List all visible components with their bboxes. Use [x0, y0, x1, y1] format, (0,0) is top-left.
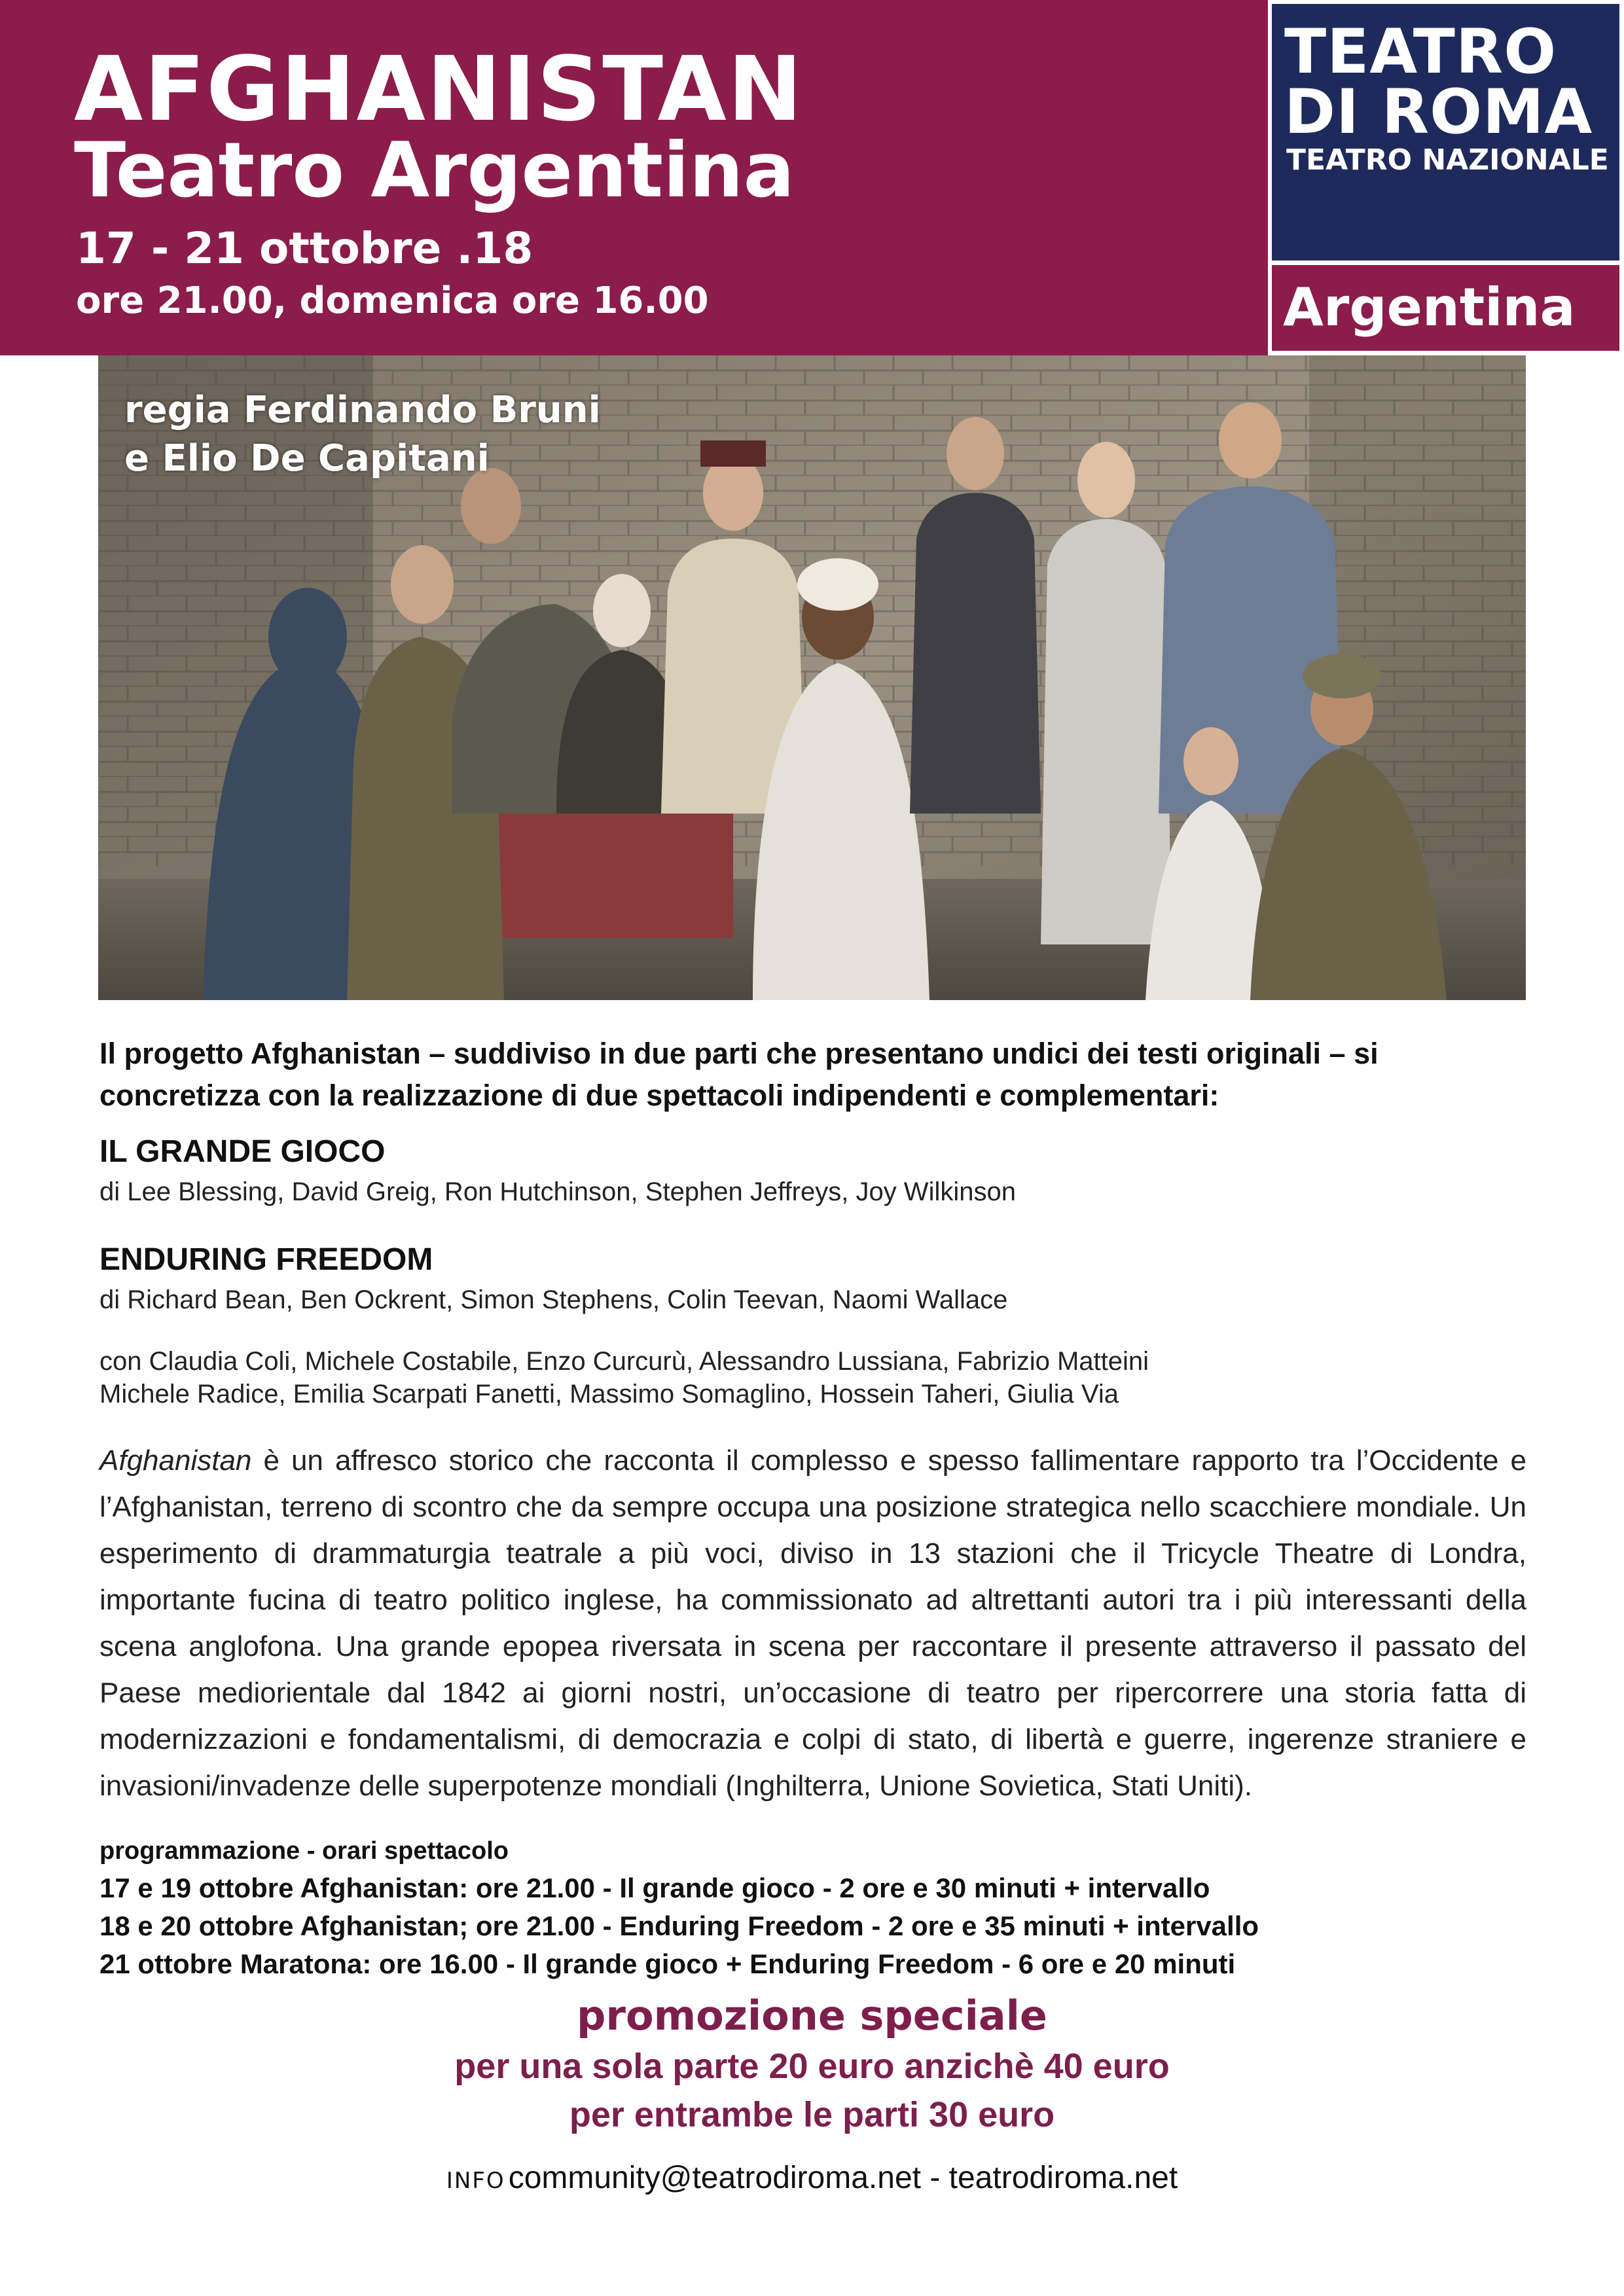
description-text: è un affresco storico che racconta il complesso e spesso fallimentare rapporto tra l’Occidente e l’Afghanistan, terreno di scontro che da sempre occupa una posizione strategica nello scacchiere mondiale. Un esperimento di drammaturgia teatrale a più voci, diviso in 13 stazioni che il Tricycle Theatre di Londra, importante fucina di teatro politico inglese, ha commissionato ad altrettanti autori tra i più interessanti della scena anglofona. Una grande epopea riversata in scena per raccontare il presente attraverso il passato del Paese mediorientale dal 1842 ai giorni nostri, un’occasione di teatro per ripercorrere una storia fatta di modernizzazioni e fondamentalismi, di democrazia e colpi di stato, di libertà e guerre, ingerenze straniere e invasioni/invadenze delle superpotenze mondiali (Inghilterra, Unione Sovietica, Stati Uniti). [99, 1444, 1526, 1802]
show-dates: 17 - 21 ottobre .18 [76, 223, 533, 274]
logo-text-teatro-nazionale: TEATRO NAZIONALE [1286, 143, 1609, 177]
promo-line-single-part: per una sola parte 20 euro anzichè 40 euro [454, 2047, 1170, 2086]
info-label: INFO [446, 2168, 505, 2194]
promo-section [0, 1990, 1624, 2139]
info-contact [0, 2160, 1624, 2196]
logo-text-di-roma: DI ROMA [1284, 77, 1593, 148]
schedule-line: 17 e 19 ottobre Afghanistan: ore 21.00 - Il grande gioco - 2 ore e 30 minuti + intervallo [99, 1873, 1210, 1903]
venue-title: Teatro Argentina [74, 126, 795, 215]
show-authors-il-grande-gioco: di Lee Blessing, David Greig, Ron Hutchinson, Stephen Jeffreys, Joy Wilkinson [99, 1177, 1016, 1206]
schedule-heading: programmazione - orari spettacolo [99, 1837, 509, 1865]
show-authors-enduring-freedom: di Richard Bean, Ben Ockrent, Simon Stephens, Colin Teevan, Naomi Wallace [99, 1285, 1008, 1314]
logo-text-teatro: TEATRO [1284, 16, 1557, 88]
cast-line-1: con Claudia Coli, Michele Costabile, Enzo Curcurù, Alessandro Lussiana, Fabrizio Matteini [99, 1347, 1149, 1376]
info-contact-text[interactable]: community@teatrodiroma.net - teatrodiroma.net [508, 2161, 1178, 2195]
promo-line-both-parts: per entrambe le parti 30 euro [569, 2095, 1055, 2134]
description-lead: Afghanistan [99, 1444, 252, 1477]
cast-line-2: Michele Radice, Emilia Scarpati Fanetti, Massimo Somaglino, Hossein Taheri, Giulia Via [99, 1380, 1119, 1408]
logo-text-argentina: Argentina [1283, 277, 1576, 338]
schedule-line: 18 e 20 ottobre Afghanistan; ore 21.00 - Enduring Freedom - 2 ore e 35 minuti + intervallo [99, 1910, 1259, 1941]
show-title-il-grande-gioco: IL GRANDE GIOCO [99, 1134, 386, 1169]
direction-credit-line-2: e Elio De Capitani [124, 437, 490, 480]
show-title-enduring-freedom: ENDURING FREEDOM [99, 1242, 433, 1277]
show-description [99, 1437, 1526, 1809]
schedule-line: 21 ottobre Maratona: ore 16.00 - Il grande gioco + Enduring Freedom - 6 ore e 20 minuti [99, 1948, 1236, 1979]
show-times: ore 21.00, domenica ore 16.00 [76, 279, 709, 322]
cast-list [99, 1345, 1149, 1410]
schedule-section [99, 1833, 1259, 1983]
direction-credit-line-1: regia Ferdinando Bruni [124, 389, 601, 431]
page-title: AFGHANISTAN [74, 38, 804, 141]
direction-credit [124, 386, 601, 483]
project-intro: Il progetto Afghanistan – suddiviso in due parti che presentano undici dei testi originali – si concretizza con la realizzazione di due spettacoli indipendenti e complementari: [99, 1037, 1379, 1112]
promo-title: promozione speciale [577, 1992, 1047, 2039]
